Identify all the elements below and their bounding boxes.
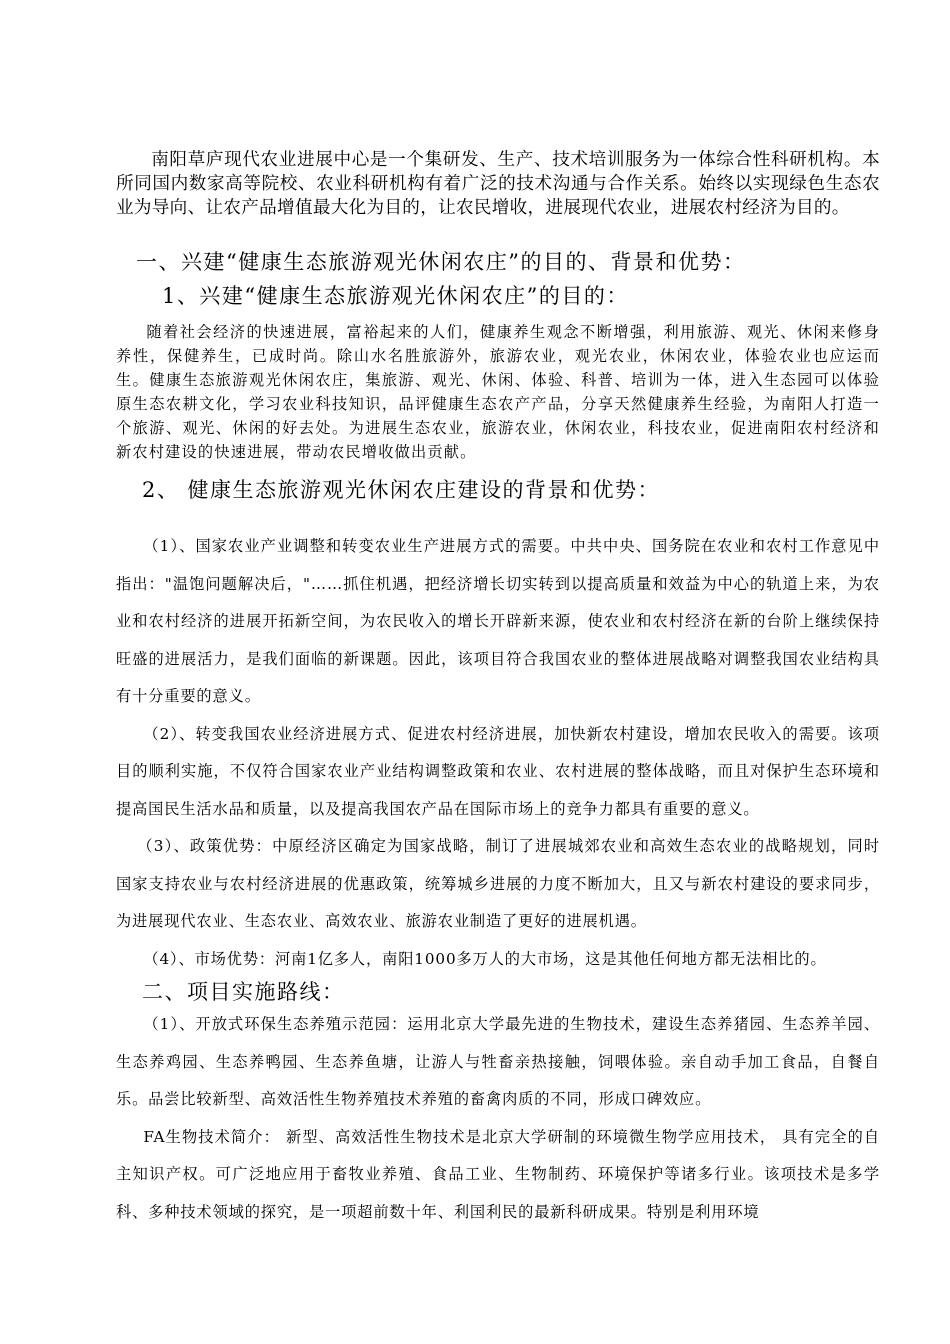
background-item-2: （2）、转变我国农业经济进展方式、促进农村经济进展，加快新农村建设，增加农民收入的需要。该项目的顺利实施，不仅符合国家农业产业结构调整政策和农业、农村进展的整体战略，而且对保护生态环境和提高国民生活水品和质量，以及提高我国农产品在国际市场上的竞争力都具有重要的意义。 [116,724,880,818]
route-item-1: （1）、开放式环保生态养殖示范园：运用北京大学最先进的生物技术，建设生态养猪园、生态养羊园、生态养鸡园、生态养鸭园、生态养鱼塘，让游人与牲畜亲热接触，饲喂体验。亲自动手加工食品，自餐自乐。品尝比较新型、高效活性生物养殖技术养殖的畜禽肉质的不同，形成口碑效应。 [116,1015,880,1108]
subsection1-paragraph: 随着社会经济的快速进展，富裕起来的人们，健康养生观念不断增强，利用旅游、观光、休闲来修身养性，保健养生，已成时尚。除山水名胜旅游外，旅游农业，观光农业，休闲农业，体验农业也应运而生。健康生态旅游观光休闲农庄，集旅游、观光、休闲、体验、科普、培训为一体，进入生态园可以体验原生态农耕文化，学习农业科技知识，品评健康生态农产产品，分享天然健康养生经验，为南阳人打造一个旅游、观光、休闲的好去处。为进展生态农业，旅游农业，休闲农业，科技农业，促进南阳农村经济和新农村建设的快速进展，带动农民增收做出贡献。 [116,323,880,461]
fa-tech-paragraph: FA生物技术简介： 新型、高效活性生物技术是北京大学研制的环境微生物学应用技术， 具有完全的自主知识产权。可广泛地应用于畜牧业养殖、食品工业、生物制药、环境保护等诸多行业。该项技术是多学科、多种技术领域的探究，是一项超前数十年、利国利民的最新科研成果。特别是利用环境 [116,1127,880,1221]
section1-heading: 一、兴建“健康生态旅游观光休闲农庄”的目的、背景和优势： [136,250,746,274]
background-item-1: （1）、国家农业产业调整和转变农业生产进展方式的需要。中共中央、国务院在农业和农村工作意见中指出："温饱问题解决后，"……抓住机遇，把经济增长切实转到以提高质量和效益为中心的轨道上来，为农业和农村经济的进展开拓新空间，为农民收入的增长开辟新来源，使农业和农村经济在新的台阶上继续保持旺盛的进展活力，是我们面临的新课题。因此，该项目符合我国农业的整体进展战略对调整我国农业结构具有十分重要的意义。 [116,537,880,705]
intro-paragraph: 南阳草庐现代农业进展中心是一个集研发、生产、技术培训服务为一体综合性科研机构。本所同国内数家高等院校、农业科研机构有着广泛的技术沟通与合作关系。始终以实现绿色生态农业为导向、让农产品增值最大化为目的，让农民增收，进展现代农业，进展农村经济为目的。 [116,150,880,218]
subsection1-heading: 1、兴建“健康生态旅游观光休闲农庄”的目的： [162,284,629,308]
background-item-3: （3）、政策优势：中原经济区确定为国家战略，制订了进展城郊农业和高效生态农业的战略规划，同时国家支持农业与农村经济进展的优惠政策，统筹城乡进展的力度不断加大，且又与新农村建设的要求同步，为进展现代农业、生态农业、高效农业、旅游农业制造了更好的进展机遇。 [116,837,880,930]
subsection2-heading: 2、 健康生态旅游观光休闲农庄建设的背景和优势： [142,478,661,502]
document-page [116,148,880,1231]
background-item-4: （4）、市场优势：河南1亿多人，南阳1000多万人的大市场，这是其他任何地方都无法相比的。 [143,949,827,968]
section2-heading: 二、项目实施路线： [142,980,345,1004]
